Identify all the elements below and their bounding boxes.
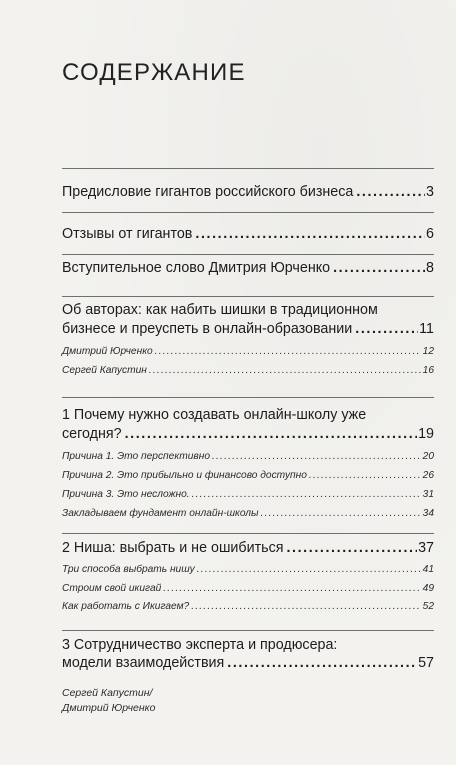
section-divider	[62, 533, 434, 534]
toc-subentry-page: 41	[422, 564, 434, 575]
toc-entry-label: Отзывы от гигантов	[62, 226, 193, 242]
toc-subentry-label: Причина 2. Это прибыльно и финансово доступно	[62, 470, 307, 481]
dot-leader	[155, 346, 421, 357]
section-divider	[62, 397, 434, 398]
footer-author-line1: Сергей Капустин/	[62, 687, 153, 699]
toc-entry-label: сегодня?	[62, 426, 122, 442]
toc-entry-page: 8	[426, 260, 434, 276]
toc-subentry-label: Дмитрий Юрченко	[62, 346, 153, 357]
running-footer	[62, 686, 155, 716]
dot-leader	[125, 426, 418, 442]
toc-entry-intro[interactable]	[62, 260, 434, 276]
dot-leader	[286, 540, 417, 556]
toc-subentry[interactable]	[62, 583, 434, 594]
toc-entry-page: 3	[426, 184, 434, 200]
toc-chapter-3[interactable]	[62, 655, 434, 671]
section-divider	[62, 168, 434, 169]
toc-entry-page: 57	[418, 655, 434, 671]
toc-chapter3-line1: 3 Сотрудничество эксперта и продюсера:	[62, 637, 338, 653]
toc-subentry[interactable]	[62, 564, 434, 575]
toc-entry-label: бизнесе и преуспеть в онлайн-образовании	[62, 321, 353, 337]
toc-subentry[interactable]	[62, 489, 434, 500]
toc-subentry-label: Строим свой икигай	[62, 583, 162, 594]
dot-leader	[192, 489, 421, 500]
toc-subentry-label: Как работать с Икигаем?	[62, 601, 190, 612]
toc-entry-authors[interactable]	[62, 321, 434, 337]
toc-subentry-page: 31	[422, 489, 434, 500]
section-divider	[62, 254, 434, 255]
toc-subentry-label: Три способа выбрать нишу	[62, 564, 195, 575]
section-divider	[62, 630, 434, 631]
toc-subentry-label: Сергей Капустин	[62, 365, 147, 376]
toc-entry-page: 11	[419, 321, 434, 337]
section-divider	[62, 296, 434, 297]
dot-leader	[191, 601, 420, 612]
dot-leader	[356, 184, 425, 200]
toc-entry-page: 6	[426, 226, 434, 242]
toc-subentry-page: 26	[422, 470, 434, 481]
toc-entry-label: Предисловие гигантов российского бизнеса	[62, 184, 354, 200]
page-title: СОДЕРЖАНИЕ	[62, 59, 246, 86]
toc-entry-page: 19	[418, 426, 434, 442]
toc-subentry-page: 34	[422, 508, 434, 519]
toc-subentry-label: Закладываем фундамент онлайн-школы	[62, 508, 259, 519]
toc-subentry[interactable]	[62, 508, 434, 519]
toc-entry-label: 2 Ниша: выбрать и не ошибиться	[62, 540, 284, 556]
dot-leader	[333, 260, 425, 276]
dot-leader	[197, 564, 421, 575]
toc-subentry[interactable]	[62, 470, 434, 481]
section-divider	[62, 212, 434, 213]
dot-leader	[163, 583, 420, 594]
toc-subentry-page: 20	[422, 451, 434, 462]
dot-leader	[149, 365, 421, 376]
toc-subentry-page: 16	[422, 365, 434, 376]
dot-leader	[261, 508, 421, 519]
dot-leader	[195, 226, 425, 242]
dot-leader	[227, 655, 417, 671]
toc-chapter1-line1: 1 Почему нужно создавать онлайн-школу уже	[62, 407, 367, 423]
toc-entry-authors-line1: Об авторах: как набить шишки в традиционном	[62, 302, 378, 318]
toc-entry-foreword[interactable]	[62, 184, 434, 200]
toc-entry-page: 37	[418, 540, 434, 556]
toc-chapter-2[interactable]	[62, 540, 434, 556]
toc-subentry-label: Причина 1. Это перспективно	[62, 451, 210, 462]
toc-subentry[interactable]	[62, 601, 434, 612]
dot-leader	[355, 321, 418, 337]
footer-author-line2: Дмитрий Юрченко	[62, 702, 156, 714]
dot-leader	[309, 470, 421, 481]
toc-subentry-label: Причина 3. Это несложно.	[62, 489, 190, 500]
toc-subentry[interactable]	[62, 451, 434, 462]
dot-leader	[212, 451, 421, 462]
toc-entry-label: Вступительное слово Дмитрия Юрченко	[62, 260, 331, 276]
toc-entry-reviews[interactable]	[62, 226, 434, 242]
toc-subentry-page: 12	[422, 346, 434, 357]
toc-subentry[interactable]	[62, 365, 434, 376]
toc-subentry[interactable]	[62, 346, 434, 357]
toc-chapter-1[interactable]	[62, 426, 434, 442]
toc-subentry-page: 49	[422, 583, 434, 594]
toc-entry-label: модели взаимодействия	[62, 655, 225, 671]
toc-subentry-page: 52	[422, 601, 434, 612]
